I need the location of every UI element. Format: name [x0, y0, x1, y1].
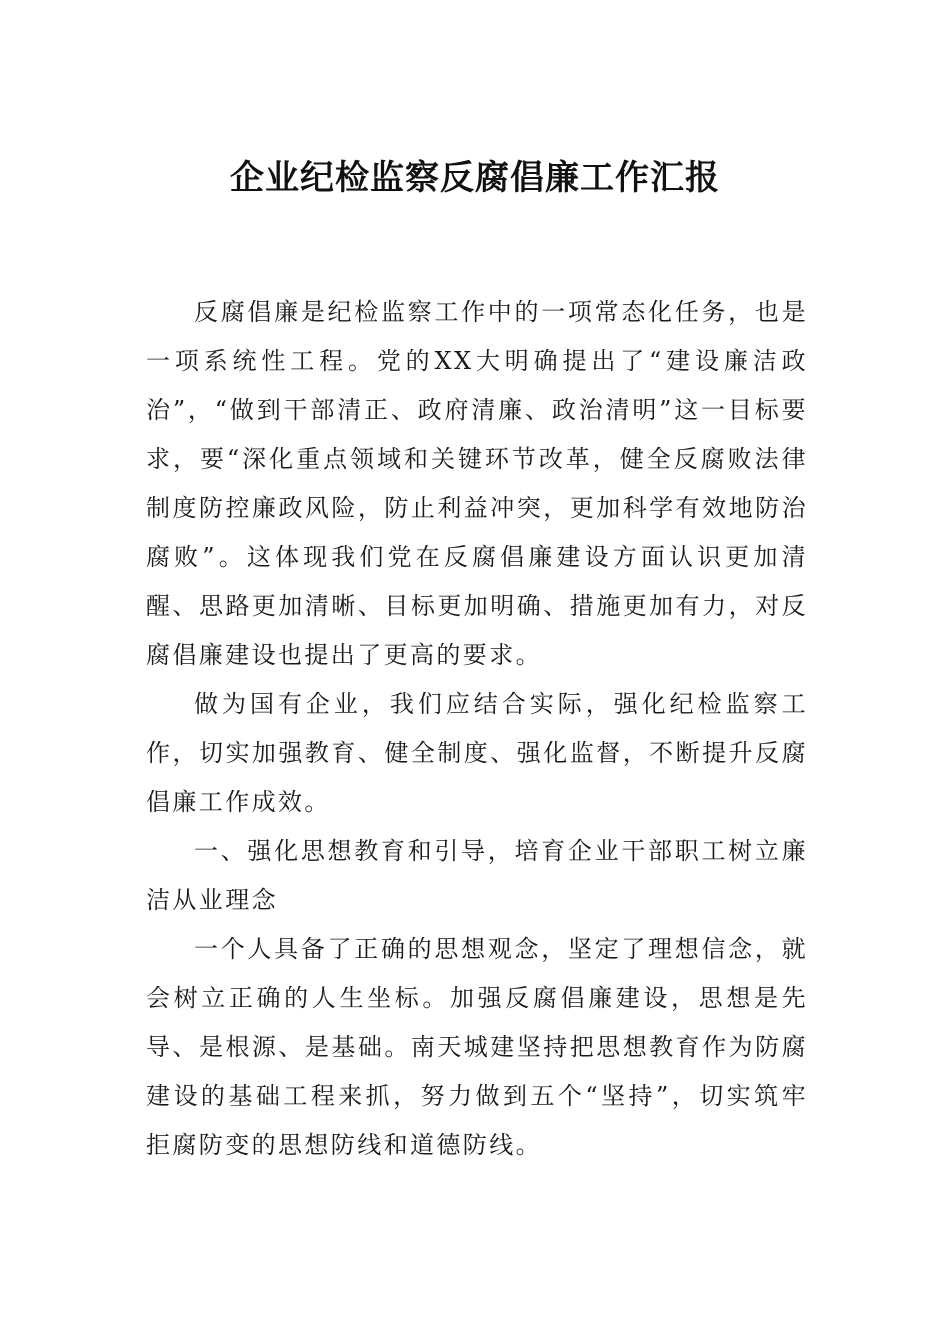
paragraph-section-1: 一个人具备了正确的思想观念，坚定了理想信念，就会树立正确的人生坐标。加强反腐倡廉建设，思想是先导、是根源、是基础。南天城建坚持把思想教育作为防腐建设的基础工程来抓，努力做到五个“坚持”，切实筑牢拒腐防变的思想防线和道德防线。	[146, 935, 808, 1159]
document-body	[146, 288, 808, 1170]
section-heading-1: 一、强化思想教育和引导，培育企业干部职工树立廉洁从业理念	[146, 837, 808, 914]
document-title: 企业纪检监察反腐倡廉工作汇报	[230, 158, 720, 198]
paragraph-intro: 反腐倡廉是纪检监察工作中的一项常态化任务，也是一项系统性工程。党的XX大明确提出了“建设廉洁政治”，“做到干部清正、政府清廉、政治清明”这一目标要求，要“深化重点领域和关键环节改革，健全反腐败法律制度防控廉政风险，防止利益冲突，更加科学有效地防治腐败”。这体现我们党在反腐倡廉建设方面认识更加清醒、思路更加清晰、目标更加明确、措施更加有力，对反腐倡廉建设也提出了更高的要求。	[146, 298, 808, 669]
paragraph-enterprise: 做为国有企业，我们应结合实际，强化纪检监察工作，切实加强教育、健全制度、强化监督，不断提升反腐倡廉工作成效。	[146, 690, 808, 816]
